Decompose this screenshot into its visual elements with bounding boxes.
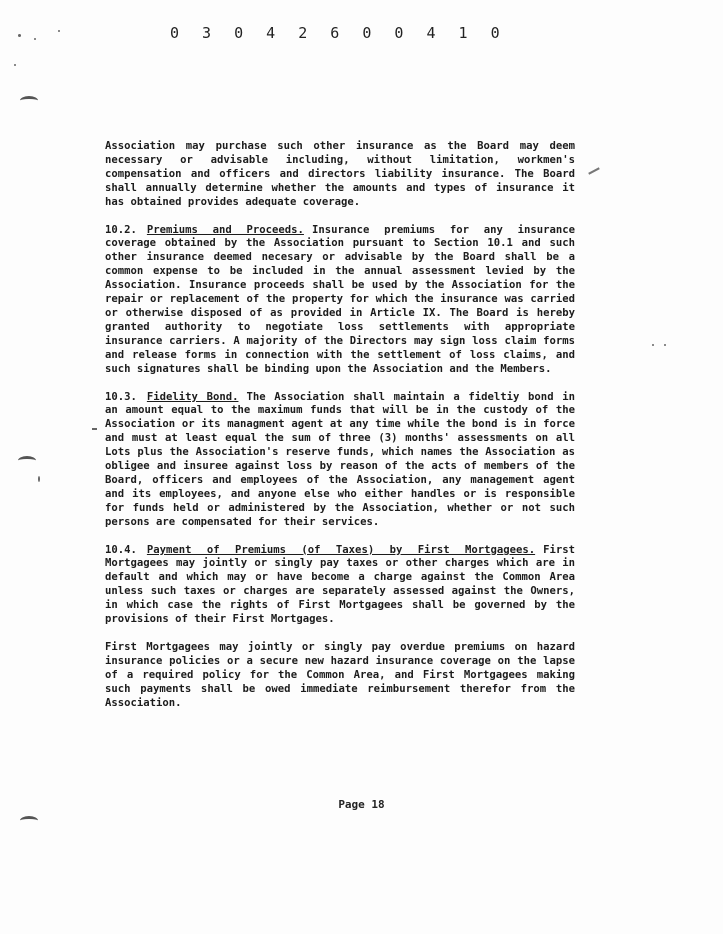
margin-tick-mark: [588, 167, 600, 174]
scan-speck: [18, 34, 21, 37]
punch-hole-mark: [20, 816, 38, 825]
section-text: Insurance premiums for any insurance coverage obtained by the Association pursuant to Section 10.1 and such other insurance deemed necesary or advisable by the Board shall be a common expense to be included in the annual assessment levied by the Association. Insurance proceeds shall be used by the Association for the repair or replacement of the property for which the insurance was carried or otherwise disposed of as provided in Article IX. The Board is hereby granted authority to negotiate loss settlements with appropriate insurance carriers. A majority of the Directors may sign loss claim forms and release forms in connection with the settlement of loss claims, and such signatures shall be binding upon the Association and the Members.: [105, 223, 575, 375]
punch-hole-mark: [20, 96, 38, 105]
paragraph-intro: Association may purchase such other insurance as the Board may deem necessary or advisable including, without limitation, workmen's compensation and officers and directors liability insurance. The Board shall annually determine whether the amounts and types of insurance it has obtained provides adequate coverage.: [105, 140, 575, 208]
paragraph-first-mortgagees: First Mortgagees may jointly or singly pay overdue premiums on hazard insurance policies or a secure new hazard insurance coverage on the lapse of a required policy for the Common Area, and First Mortgagees making such payments shall be owed immediate reimbursement therefor from the Association.: [105, 641, 575, 709]
section-number: 10.3.: [105, 390, 137, 403]
scan-speck: [664, 344, 666, 346]
document-number: 0 3 0 4 2 6 0 0 4 1 0: [170, 24, 507, 42]
scan-speck: [38, 476, 40, 482]
scan-speck: [652, 344, 654, 346]
section-number: 10.4.: [105, 543, 137, 556]
scan-speck: [14, 64, 16, 66]
section-heading: Premiums and Proceeds.: [146, 223, 304, 236]
section-heading: Payment of Premiums (of Taxes) by First Mortgagees.: [146, 543, 536, 556]
section-text: The Association shall maintain a fideltiy bond in an amount equal to the maximum funds that will be in the custody of the Association or its managment agent at any time while the bond is in force and must at least equal the sum of three (3) months' assessments on all Lots plus the Association's reserve funds, which names the Association as obligee and insuree against loss by reason of the acts of members of the Board, officers and employees of the Association, any management agent and its employees, and anyone else who either handles or is responsible for funds held or administered by the Association, whether or not such persons are compensated for their services.: [105, 390, 575, 528]
scan-speck: [34, 38, 36, 40]
document-body: [105, 140, 575, 725]
section-text: First Mortgagees may jointly or singly pay taxes or other charges which are in default and which may or have become a charge against the Common Area unless such taxes or charges are separately assessed against the Owners, in which case the rights of First Mortgagees shall be governed by the provisions of their First Mortgages.: [105, 543, 575, 626]
section-heading: Fidelity Bond.: [146, 390, 239, 403]
page-number: Page 18: [338, 798, 385, 811]
scan-speck: [92, 428, 97, 430]
scan-speck: [58, 30, 60, 32]
section-number: 10.2.: [105, 223, 137, 236]
punch-hole-mark: [18, 456, 36, 465]
section-10-2: [105, 224, 575, 377]
section-10-4: [105, 544, 575, 627]
section-10-3: [105, 391, 575, 530]
